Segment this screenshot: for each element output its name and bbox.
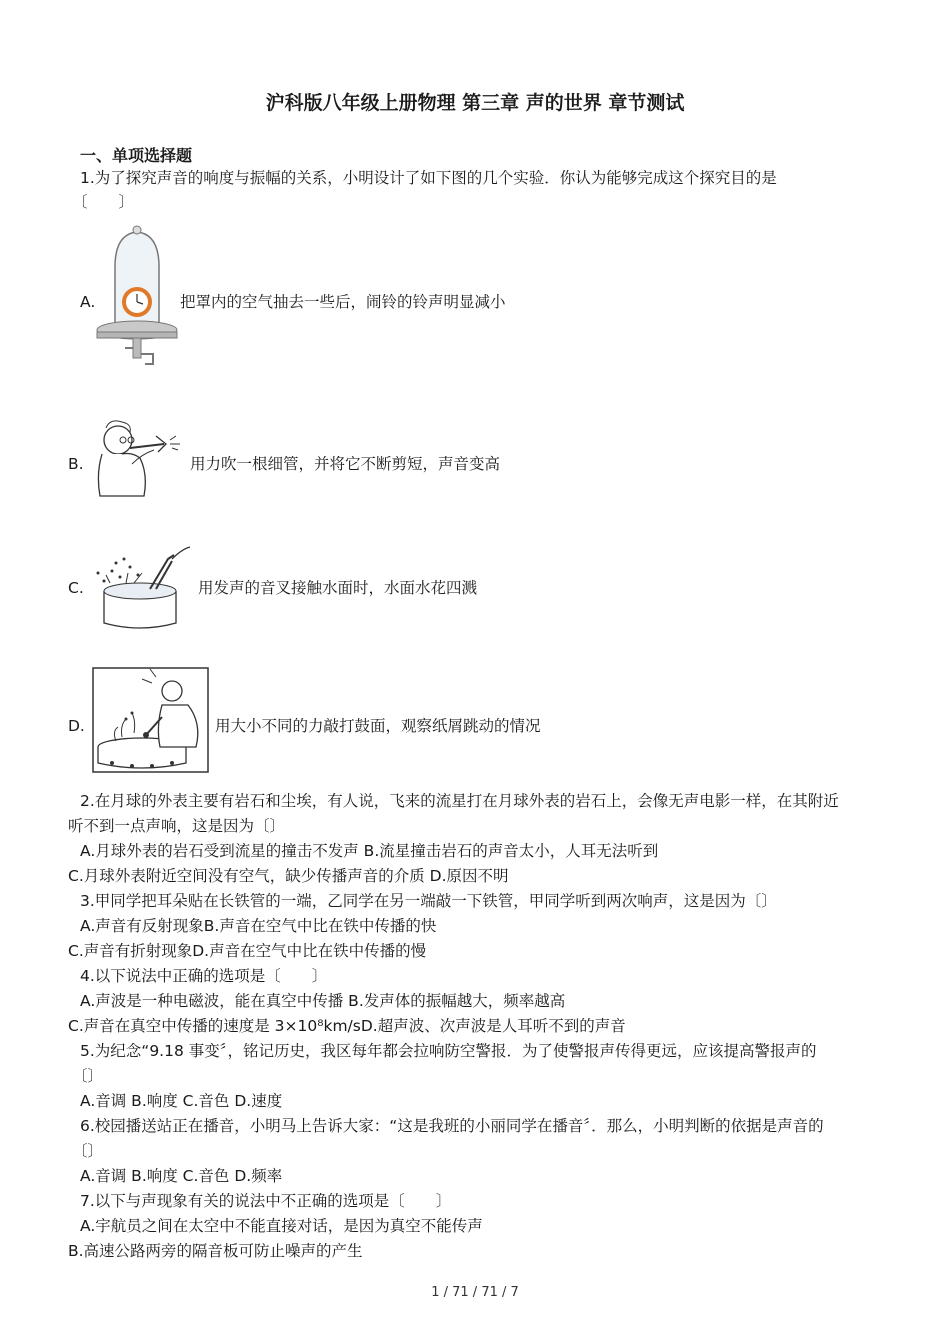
q1-option-b-label: B. [68,455,84,473]
q6-stem-cont: 〔〕 [72,1142,104,1160]
q2-stem-cont: 听不到一点声响，这是因为〔〕 [68,817,286,835]
page-footer: 1 / 71 / 71 / 7 [431,1285,519,1300]
q6-options: A.音调 B.响度 C.音色 D.频率 [80,1167,283,1185]
section-title: 一、单项选择题 [80,146,193,165]
q4-options-cd: C.声音在真空中传播的速度是 3×10⁸km/sD.超声波、次声波是人耳听不到的声音 [68,1017,626,1035]
tube-blowing-figure [92,414,187,504]
q1-bracket: 〔 〕 [72,193,135,211]
q4-options-ab: A.声波是一种电磁波，能在真空中传播 B.发声体的振幅越大，频率越高 [80,992,566,1010]
q3-options-ab: A.声音有反射现象B.声音在空气中比在铁中传播的快 [80,917,437,935]
q2-options-cd: C.月球外表附近空间没有空气，缺少传播声音的介质 D.原因不明 [68,867,509,885]
drum-figure [92,667,210,773]
q1-option-d-label: D. [68,717,85,735]
tuning-fork-water-figure [90,543,195,633]
q7-stem: 7.以下与声现象有关的说法中不正确的选项是〔 〕 [80,1192,452,1210]
q3-options-cd: C.声音有折射现象D.声音在空气中比在铁中传播的慢 [68,942,427,960]
bell-jar-figure [95,222,180,370]
q1-option-d-text: 用大小不同的力敲打鼓面，观察纸屑跳动的情况 [215,717,541,735]
page-title: 沪科版八年级上册物理 第三章 声的世界 章节测试 [265,92,685,114]
q6-stem: 6.校园播送站正在播音，小明马上告诉大家：“这是我班的小丽同学在播音〞．那么，小明判断的依据是声音的 [80,1117,824,1135]
q3-stem: 3.甲同学把耳朵贴在长铁管的一端，乙同学在另一端敲一下铁管，甲同学听到两次响声，这是因为〔〕 [80,892,777,910]
q4-stem: 4.以下说法中正确的选项是〔 〕 [80,967,328,985]
q5-options: A.音调 B.响度 C.音色 D.速度 [80,1092,283,1110]
q2-stem: 2.在月球的外表主要有岩石和尘埃，有人说，飞来的流星打在月球外表的岩石上，会像无声电影一样，在其附近 [80,792,839,810]
q2-options-ab: A.月球外表的岩石受到流星的撞击不发声 B.流星撞击岩石的声音太小，人耳无法听到 [80,842,659,860]
q1-option-b-text: 用力吹一根细管，并将它不断剪短，声音变高 [190,455,501,473]
q1-option-a-label: A. [80,293,96,311]
q1-option-c-text: 用发声的音叉接触水面时，水面水花四溅 [198,579,478,597]
q1-option-a-text: 把罩内的空气抽去一些后，闹铃的铃声明显减小 [180,293,506,311]
q5-stem-cont: 〔〕 [72,1067,104,1085]
q5-stem: 5.为纪念“9.18 事变〞，铭记历史，我区每年都会拉响防空警报．为了使警报声传得更远，应该提高警报声的 [80,1042,817,1060]
q1-option-c-label: C. [68,579,84,597]
q7-option-b: B.高速公路两旁的隔音板可防止噪声的产生 [68,1242,363,1260]
q1-stem: 1.为了探究声音的响度与振幅的关系，小明设计了如下图的几个实验．你认为能够完成这个探究目的是 [80,169,777,187]
q7-option-a: A.宇航员之间在太空中不能直接对话，是因为真空不能传声 [80,1217,483,1235]
